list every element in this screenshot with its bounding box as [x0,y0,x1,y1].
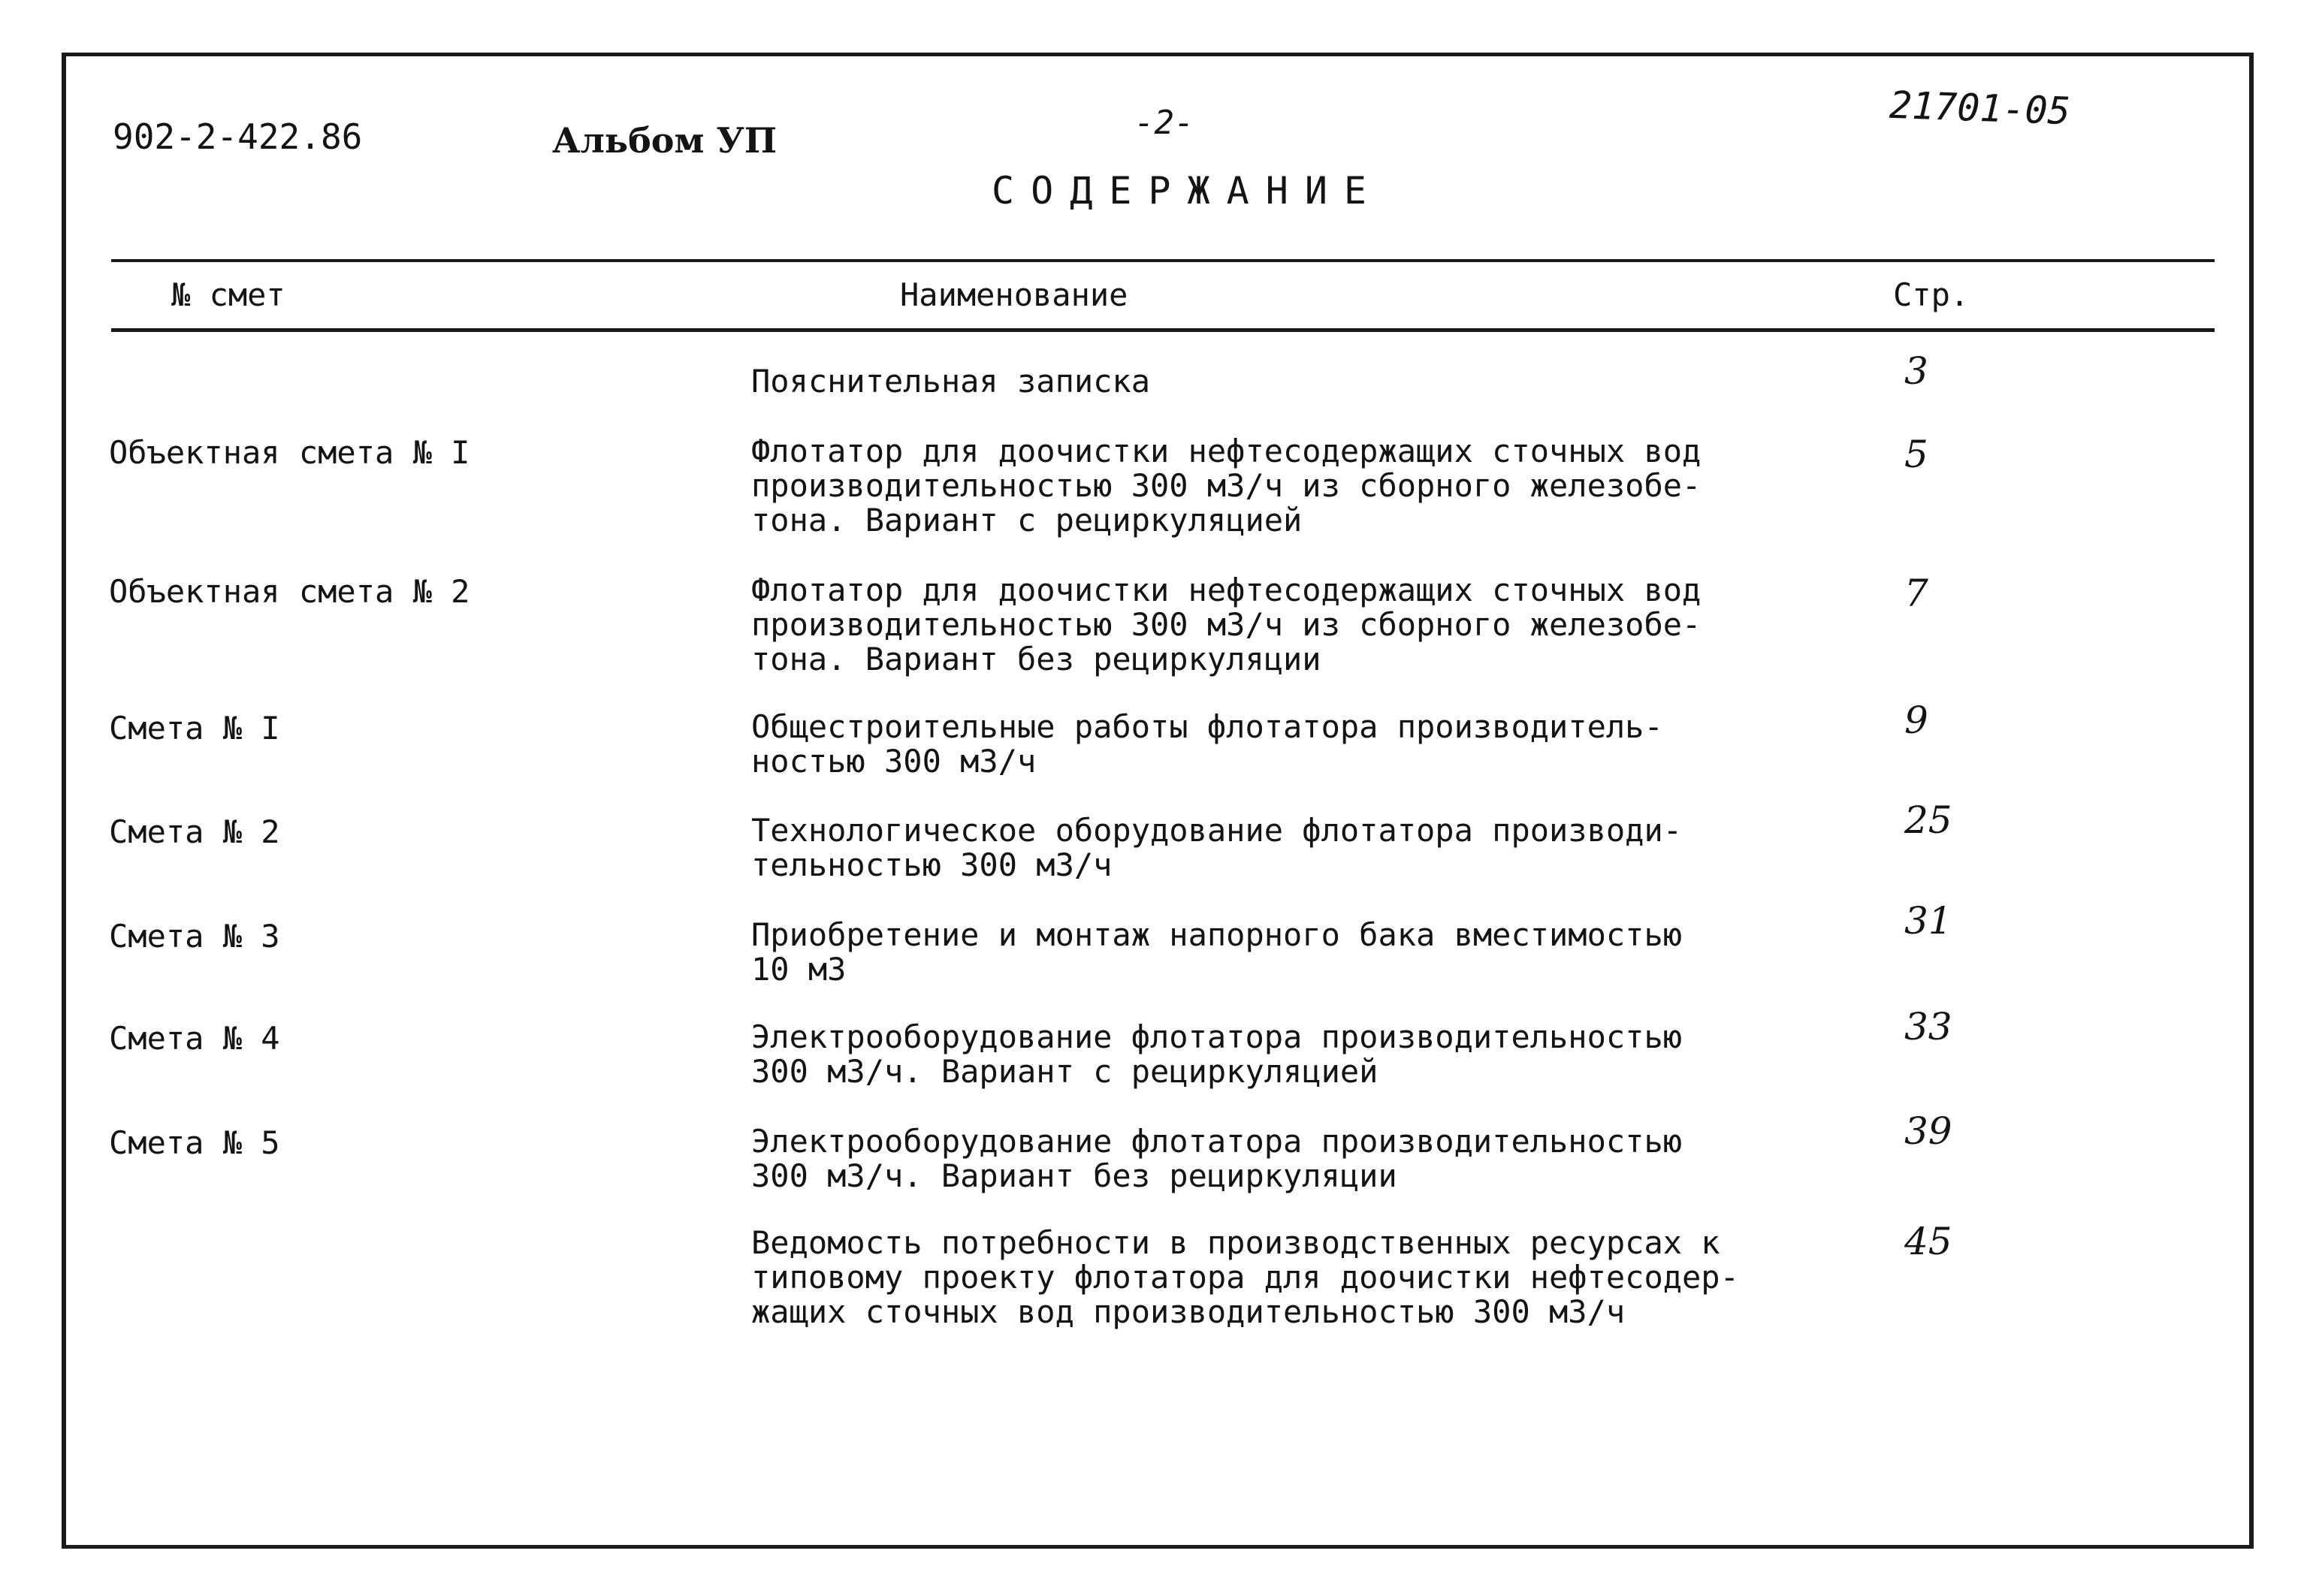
row-estimate-number: Смета № 4 [109,1020,280,1057]
row-page: 33 [1904,1005,1952,1048]
row-name: Флотатор для доочистки нефтесодержащих сточных вод производительностью 300 м3/ч из сборного железобе- тона. Вариант без рециркуляции [751,572,1702,677]
row-estimate-number: Объектная смета № I [109,434,470,471]
row-page: 25 [1904,798,1952,842]
table-header-top-rule [111,259,2215,262]
row-page: 45 [1904,1220,1952,1263]
table-header-bottom-rule [111,328,2215,332]
row-page: 3 [1904,349,1928,393]
row-name: Технологическое оборудование флотатора производи- тельностью 300 м3/ч [751,812,1683,883]
document-number: 21701-05 [1889,83,2071,134]
row-estimate-number: Объектная смета № 2 [109,573,470,610]
column-header-name: Наименование [900,276,1128,313]
row-name: Приобретение и монтаж напорного бака вместимостью 10 м3 [751,916,1683,988]
document-code: 902-2-422.86 [113,116,363,157]
page-number: -2- [1134,104,1194,142]
row-estimate-number: Смета № 3 [109,918,280,955]
row-page: 39 [1904,1109,1952,1153]
row-page: 5 [1904,433,1928,476]
row-page: 31 [1904,899,1952,943]
column-header-page: Стр. [1893,276,1970,313]
row-name: Ведомость потребности в производственных ресурсах к типовому проекту флотатора для доочистки нефтесодер- жащих сточных вод производительностью 300 м3/ч [751,1224,1739,1330]
column-header-estimate-number: № смет [171,276,285,313]
page-title: СОДЕРЖАНИЕ [992,169,1384,213]
album-label: Альбом УП [552,120,778,161]
row-name: Пояснительная записка [751,363,1151,400]
row-name: Электрооборудование флотатора производительностью 300 м3/ч. Вариант с рециркуляцией [751,1018,1683,1090]
row-name: Флотатор для доочистки нефтесодержащих сточных вод производительностью 300 м3/ч из сборного железобе- тона. Вариант с рециркуляцией [751,433,1702,539]
row-page: 9 [1904,698,1928,742]
row-page: 7 [1904,572,1928,615]
row-estimate-number: Смета № 5 [109,1124,280,1161]
row-name: Электрооборудование флотатора производительностью 300 м3/ч. Вариант без рециркуляции [751,1123,1683,1194]
row-estimate-number: Смета № I [109,710,280,747]
row-estimate-number: Смета № 2 [109,813,280,850]
row-name: Общестроительные работы флотатора производитель- ностью 300 м3/ч [751,708,1663,780]
